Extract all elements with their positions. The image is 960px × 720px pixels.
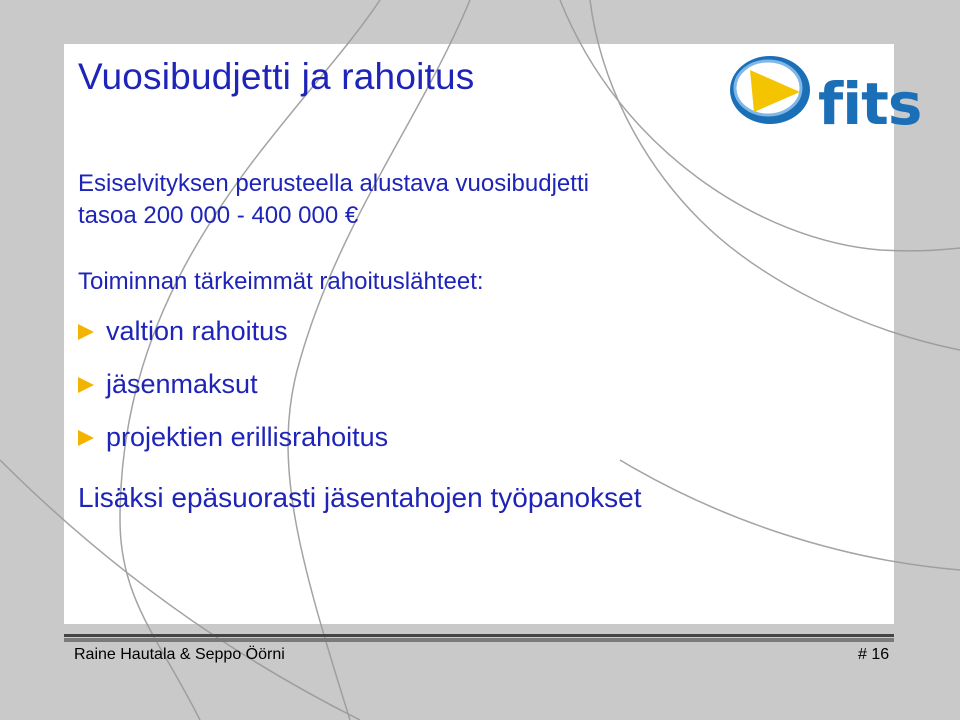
footer-divider-shadow <box>64 638 894 642</box>
footer-divider <box>64 634 894 637</box>
additional-note: Lisäksi epäsuorasti jäsentahojen työpanokset <box>78 482 642 513</box>
funding-sources-heading: Toiminnan tärkeimmät rahoituslähteet: <box>78 268 484 295</box>
budget-paragraph <box>78 168 589 232</box>
list-item <box>78 367 388 420</box>
slide-title: Vuosibudjetti ja rahoitus <box>78 56 475 97</box>
list-item <box>78 420 388 473</box>
list-item-text: valtion rahoitus <box>106 316 288 346</box>
footer-authors: Raine Hautala & Seppo Öörni <box>74 646 285 663</box>
budget-line-1: Esiselvityksen perusteella alustava vuosibudjetti <box>78 170 589 197</box>
bullet-triangle-icon <box>78 430 94 446</box>
bullet-triangle-icon <box>78 377 94 393</box>
bullet-triangle-icon <box>78 324 94 340</box>
funding-sources-list <box>78 314 388 473</box>
list-item-text: jäsenmaksut <box>106 369 258 399</box>
list-item <box>78 314 388 367</box>
list-item-text: projektien erillisrahoitus <box>106 422 389 452</box>
fits-logo <box>722 44 922 164</box>
budget-line-2: tasoa 200 000 - 400 000 € <box>78 202 359 229</box>
logo-text: fits <box>818 70 922 138</box>
page-number: # 16 <box>858 646 890 663</box>
